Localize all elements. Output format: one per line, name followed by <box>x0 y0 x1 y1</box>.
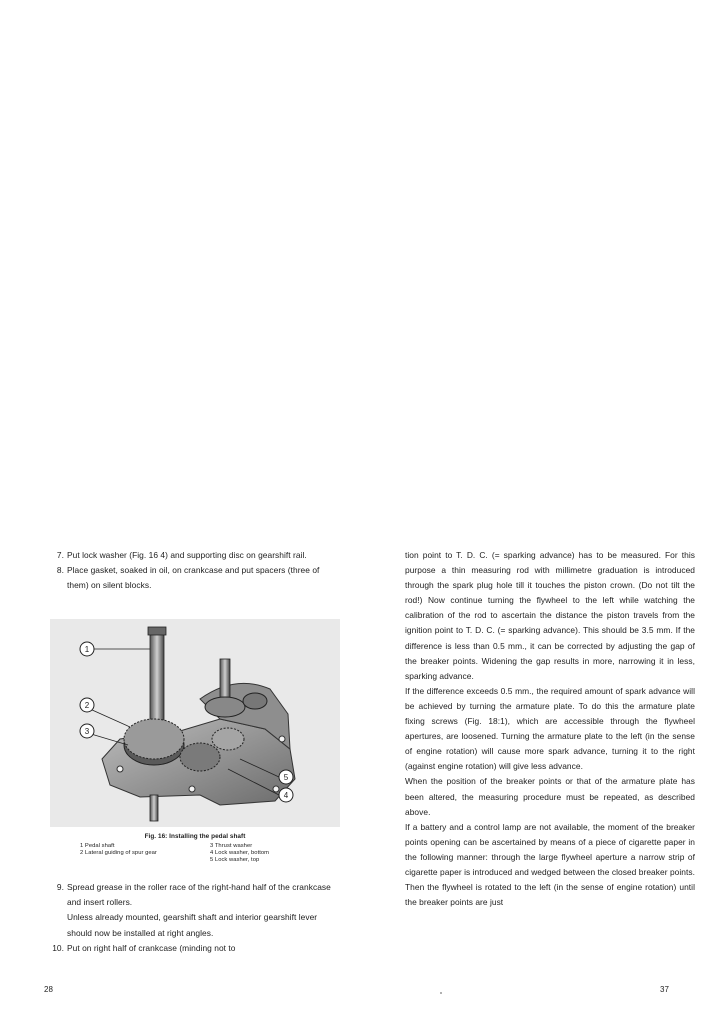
paragraph: If a battery and a control lamp are not available, the moment of the breaker points opening can be ascertained by means of a piece of cigarette paper in the following manner: through the large flywheel aperture a narrow strip of cigarette paper is introduced and wedged between the closed breaker points. Then the flywheel is rotated to the left (in the sense of engine rotation) until the breaker points are just <box>405 821 695 908</box>
step-number <box>50 910 67 940</box>
crankcase-illustration <box>50 619 340 827</box>
step-number: 10. <box>52 942 64 953</box>
bolt-hole <box>189 786 195 792</box>
paragraph: When the position of the breaker points or that of the armature plate has been altered, the measuring procedure must be repeated, as described above. <box>405 776 695 817</box>
svg-text:3: 3 <box>84 727 90 737</box>
paragraph: tion point to T. D. C. (= sparking advance) has to be measured. For this purpose a thin measuring rod with millimetre graduation is introduced through the spark plug hole till it touches the piston crown. (Do not tilt the rod!) Now continue turning the flywheel to the left while watching the calibration of the rod to ascertain the distance the piston travels from the ignition point to T. D. C. (= sparking advance). This should be 3.5 mm. If the difference is less than 0.5 mm., it can be corrected by adjusting the gap of the breaker points. Widening the gap results in more, narrowing it in less, sparking advance. <box>405 550 695 681</box>
step-text: Put on right half of crankcase (minding not to <box>67 942 236 953</box>
lower-shaft-stub <box>150 795 158 821</box>
bolt-hole <box>117 766 123 772</box>
step-9 <box>50 880 340 910</box>
legend-item: 5 Lock washer, top <box>210 857 260 864</box>
legend-item: 1 Pedal shaft <box>80 843 115 850</box>
caption-title: Fig. 16: Installing the pedal shaft <box>144 833 246 841</box>
step-text: Put lock washer (Fig. 16 4) and supporting disc on gearshift rail. <box>67 550 307 560</box>
svg-text:5: 5 <box>283 773 289 783</box>
left-page-column <box>50 548 340 956</box>
callout-4 <box>279 788 293 802</box>
legend-item <box>80 857 190 864</box>
steps-after-figure <box>50 880 340 955</box>
step-10 <box>50 941 340 956</box>
step-9-note <box>50 910 340 940</box>
caption-legend <box>50 843 340 864</box>
callout-3 <box>80 724 94 738</box>
small-gear <box>212 728 244 750</box>
legend-item: 2 Lateral guiding of spur gear <box>80 850 157 857</box>
legend-item: 3 Thrust washer <box>210 843 253 850</box>
step-8 <box>50 563 340 593</box>
step-text: Unless already mounted, gearshift shaft and interior gearshift lever should now be installed at right angles. <box>67 912 318 938</box>
step-text: Place gasket, soaked in oil, on crankcase and put spacers (three of them) on silent blocks. <box>67 565 320 591</box>
svg-text:4: 4 <box>283 791 289 801</box>
step-number: 8. <box>56 565 64 576</box>
bolt-hole <box>273 786 279 792</box>
print-speck <box>440 992 442 994</box>
spur-gear-teeth <box>124 719 184 759</box>
intermediate-gear <box>180 743 220 771</box>
step-7 <box>50 548 340 563</box>
page-number-left: 28 <box>44 985 53 994</box>
callout-5 <box>279 770 293 784</box>
callout-1 <box>80 642 94 656</box>
pedal-shaft-tip <box>148 627 166 635</box>
figure-caption <box>50 833 340 864</box>
clutch-hub <box>205 697 245 717</box>
step-number: 7. <box>56 550 64 560</box>
step-text: Spread grease in the roller race of the right-hand half of the crankcase and insert rollers. <box>67 882 331 908</box>
callout-2 <box>80 698 94 712</box>
paragraph: If the difference exceeds 0.5 mm., the required amount of spark advance will be achieved by turning the armature plate. To do this the armature plate fixing screws (Fig. 18:1), which are accessible through the flywheel apertures, are loosened. Turning the armature plate to the left (in the sense of engine rotation) will cause more spark advance, turning it to the right (against engine rotation) will give less advance. <box>405 685 695 772</box>
shaft-boss <box>243 693 267 709</box>
legend-item: 4 Lock washer, bottom <box>210 850 270 857</box>
svg-text:1: 1 <box>84 645 90 655</box>
bolt-hole <box>279 736 285 742</box>
step-number: 9. <box>56 882 64 893</box>
svg-text:2: 2 <box>84 701 90 711</box>
pedal-shaft-figure <box>50 619 340 827</box>
right-page-column <box>405 548 695 910</box>
page-number-right: 37 <box>660 985 669 994</box>
